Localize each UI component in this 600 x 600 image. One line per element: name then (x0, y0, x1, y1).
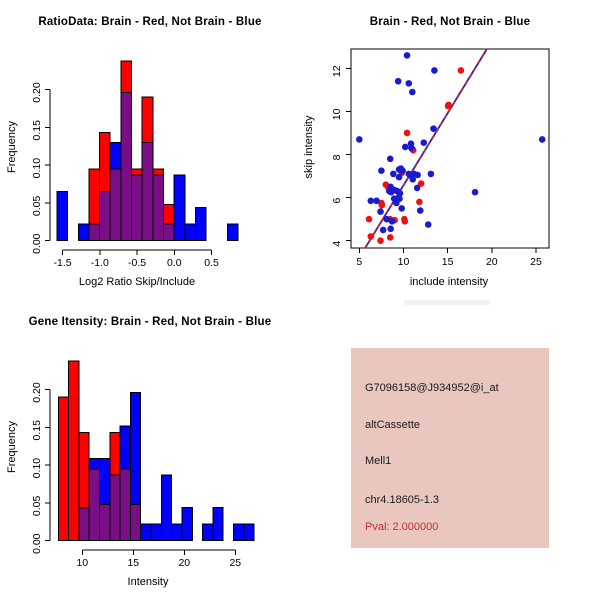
scatter-point-not-brain (431, 67, 438, 74)
x-tick-label: 20 (485, 256, 498, 268)
scatter-point-not-brain (420, 139, 427, 146)
hist-bar (172, 524, 182, 541)
x-tick-label: -1.5 (53, 257, 72, 269)
gene-hist-title: Gene Itensity: Brain - Red, Not Brain - Blue (28, 316, 272, 328)
hist-bar (161, 475, 171, 541)
hist-bar-overlap (79, 508, 89, 541)
scatter-point-not-brain (399, 167, 406, 174)
panel-scatter (300, 0, 600, 300)
x-tick-label: 20 (178, 557, 191, 569)
hist-bar-overlap (142, 142, 153, 240)
scatter-point-not-brain (394, 188, 401, 195)
hist-bar-overlap (130, 504, 140, 540)
info-probe-id: G7096158@J934952@i_at (365, 382, 499, 394)
scatter-point-not-brain (417, 207, 424, 214)
y-tick-label: 0.05 (31, 495, 43, 517)
scatter-point-not-brain (408, 140, 415, 147)
scatter-point-not-brain (414, 172, 421, 179)
hist-bar (233, 524, 243, 541)
hist-bar (141, 524, 151, 541)
scatter-point-brain (387, 234, 394, 241)
scatter-point-not-brain (395, 78, 402, 85)
scatter-point-not-brain (377, 208, 384, 215)
scatter-point-not-brain (388, 189, 395, 196)
scatter-point-not-brain (378, 167, 385, 174)
x-tick-label: 5 (356, 256, 363, 268)
hist-bar-overlap (153, 175, 164, 241)
info-location: chr4.18605-1.3 (365, 494, 439, 506)
scatter-point-not-brain (414, 185, 421, 192)
hist-bar-overlap (110, 169, 121, 241)
scatter-point-brain (404, 130, 411, 137)
plot-box (351, 49, 549, 248)
x-tick-label: -0.5 (128, 257, 147, 269)
hist-bar-overlap (121, 93, 132, 241)
scatter-point-not-brain (380, 227, 387, 234)
y-tick-label: 8 (331, 154, 343, 161)
y-tick-label: 0.00 (31, 533, 43, 554)
y-tick-label: 10 (331, 108, 343, 121)
hist-bar (69, 361, 79, 541)
x-tick-label: -1.0 (90, 257, 109, 269)
scatter-point-brain (416, 199, 423, 206)
scatter-point-not-brain (425, 221, 432, 228)
ratio-histogram-plot (0, 0, 300, 300)
y-tick-label: 4 (331, 240, 343, 247)
hist-bar (78, 224, 89, 241)
scatter-point-brain (379, 202, 386, 209)
scatter-point-brain (402, 218, 409, 225)
scatter-point-not-brain (539, 136, 546, 143)
hist-bar (195, 207, 206, 240)
gene-hist-ylabel: Frequency (6, 421, 18, 473)
hist-bar (174, 175, 185, 241)
scatter-point-not-brain (404, 52, 411, 59)
scatter-point-not-brain (389, 218, 396, 225)
scatter-point-not-brain (373, 198, 380, 205)
info-box (351, 348, 549, 548)
x-tick-label: 10 (76, 557, 89, 569)
ratio-hist-title: RatioData: Brain - Red, Not Brain - Blue (38, 16, 262, 28)
scatter-plot (300, 0, 600, 300)
y-tick-label: 0.20 (31, 382, 43, 403)
hist-bar-overlap (89, 469, 99, 541)
y-tick-label: 0.00 (31, 233, 43, 254)
scatter-point-not-brain (402, 144, 409, 151)
y-tick-label: 12 (331, 65, 343, 78)
scatter-point-not-brain (396, 195, 403, 202)
hist-bar (227, 224, 238, 241)
hist-bar (151, 524, 161, 541)
scatter-point-not-brain (430, 125, 437, 132)
ratio-hist-xlabel: Log2 Ratio Skip/Include (78, 276, 196, 288)
hist-bar-overlap (89, 224, 100, 241)
info-pval: Pval: 2.000000 (365, 521, 439, 533)
y-tick-label: 0.10 (31, 457, 43, 479)
y-tick-label: 0.10 (31, 157, 43, 179)
faint-title-artifact (404, 300, 490, 305)
x-tick-label: 0.5 (204, 257, 219, 269)
hist-bar (58, 397, 68, 541)
x-tick-label: 25 (530, 256, 542, 268)
info-event-type: altCassette (365, 419, 421, 431)
info-gene-name: Mell1 (365, 455, 392, 467)
ratio-hist-ylabel: Frequency (6, 121, 18, 173)
scatter-point-not-brain (405, 80, 412, 87)
scatter-point-not-brain (387, 226, 394, 233)
hist-bar (203, 524, 213, 541)
hist-bar-overlap (163, 224, 174, 241)
scatter-point-not-brain (472, 189, 479, 196)
x-tick-label: 15 (127, 557, 140, 569)
x-tick-label: 15 (441, 256, 454, 268)
hist-bar (213, 507, 223, 540)
scatter-point-not-brain (390, 171, 397, 178)
scatter-point-brain (366, 216, 373, 223)
scatter-point-not-brain (409, 89, 416, 96)
scatter-point-brain (458, 67, 465, 74)
scatter-point-not-brain (398, 205, 405, 212)
scatter-point-brain (377, 237, 384, 244)
hist-bar (57, 192, 68, 241)
gene-hist-xlabel: Intensity (127, 576, 169, 588)
x-tick-label: 10 (397, 256, 410, 268)
scatter-point-not-brain (387, 156, 394, 163)
hist-bar-overlap (100, 504, 110, 540)
panel-gene-histogram (0, 300, 300, 600)
x-tick-label: 25 (229, 557, 242, 569)
scatter-point-brain (445, 102, 452, 109)
y-tick-label: 0.20 (31, 82, 43, 103)
scatter-point-not-brain (367, 198, 374, 205)
y-tick-label: 0.05 (31, 195, 43, 217)
hist-bar-overlap (110, 475, 120, 541)
hist-bar (244, 524, 254, 541)
scatter-point-not-brain (356, 136, 363, 143)
scatter-point-brain (367, 233, 374, 240)
scatter-ylabel: skip intensity (303, 115, 315, 179)
hist-bar-overlap (132, 175, 143, 241)
y-tick-label: 0.15 (31, 120, 43, 141)
panel-ratio-histogram (0, 0, 300, 300)
scatter-title: Brain - Red, Not Brain - Blue (369, 16, 531, 28)
scatter-point-not-brain (428, 171, 435, 178)
y-tick-label: 6 (331, 197, 343, 204)
scatter-point-not-brain (396, 174, 403, 181)
hist-bar-overlap (120, 469, 130, 541)
hist-bar (182, 507, 192, 540)
scatter-xlabel: include intensity (409, 276, 489, 288)
y-tick-label: 0.15 (31, 420, 43, 441)
x-tick-label: 0.0 (166, 257, 182, 269)
panel-info (300, 300, 600, 600)
hist-bar-overlap (100, 192, 111, 241)
gene-histogram-plot (0, 300, 300, 600)
hist-bar (185, 224, 196, 241)
